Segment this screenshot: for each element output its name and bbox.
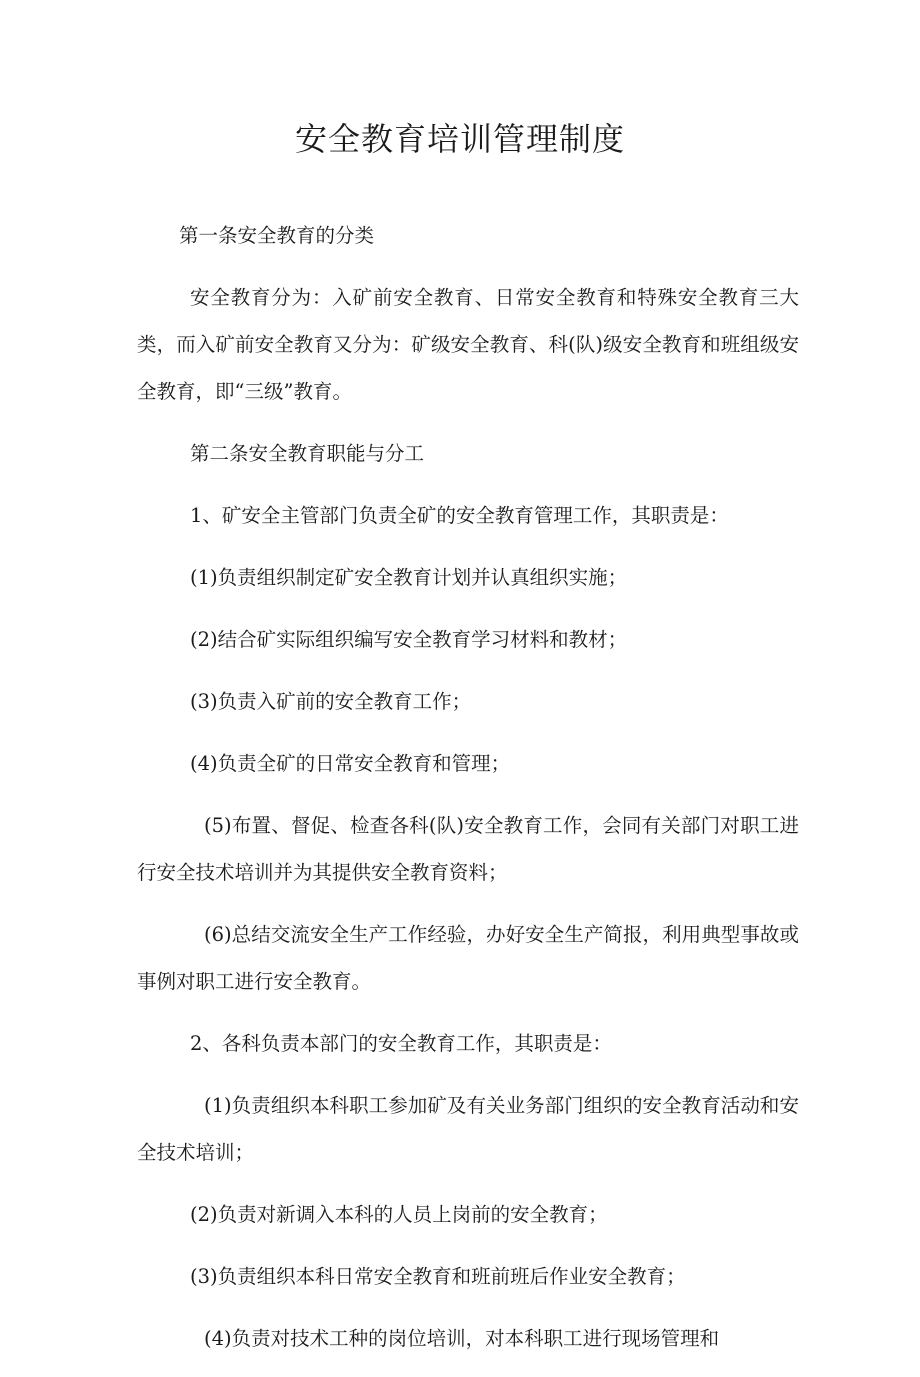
section-2-item-3: (3)负责组织本科日常安全教育和班前班后作业安全教育； [190,1265,686,1288]
section-1-item-4: (4)负责全矿的日常安全教育和管理； [190,752,511,775]
section-1-heading: 1、矿安全主管部门负责全矿的安全教育管理工作，其职责是： [190,504,729,527]
document-body [137,212,799,1377]
section-1-item-1: (1)负责组织制定矿安全教育计划并认真组织实施； [190,566,628,589]
section-1-item-5: (5)布置、督促、检查各科(队)安全教育工作，会同有关部门对职工进行安全技术培训并为其提供安全教育资料； [137,814,799,884]
article-2-heading: 第二条安全教育职能与分工 [190,442,425,465]
section-1-item-3: (3)负责入矿前的安全教育工作； [190,690,472,713]
section-1-item-2: (2)结合矿实际组织编写安全教育学习材料和教材； [190,628,628,651]
document-title: 安全教育培训管理制度 [294,120,625,158]
section-1-item-6: (6)总结交流安全生产工作经验，办好安全生产简报，利用典型事故或事例对职工进行安全教育。 [137,923,799,993]
section-2-item-1: (1)负责组织本科职工参加矿及有关业务部门组织的安全教育活动和安全技术培训； [137,1094,799,1164]
section-2-item-4: (4)负责对技术工种的岗位培训，对本科职工进行现场管理和 [204,1327,720,1350]
section-2-heading: 2、各科负责本部门的安全教育工作，其职责是： [190,1032,612,1055]
section-2-item-2: (2)负责对新调入本科的人员上岗前的安全教育； [190,1203,608,1226]
article-1-body: 安全教育分为：入矿前安全教育、日常安全教育和特殊安全教育三大类，而入矿前安全教育又分为：矿级安全教育、科(队)级安全教育和班组级安全教育，即“三级”教育。 [137,286,799,403]
article-1-heading: 第一条安全教育的分类 [179,224,375,247]
